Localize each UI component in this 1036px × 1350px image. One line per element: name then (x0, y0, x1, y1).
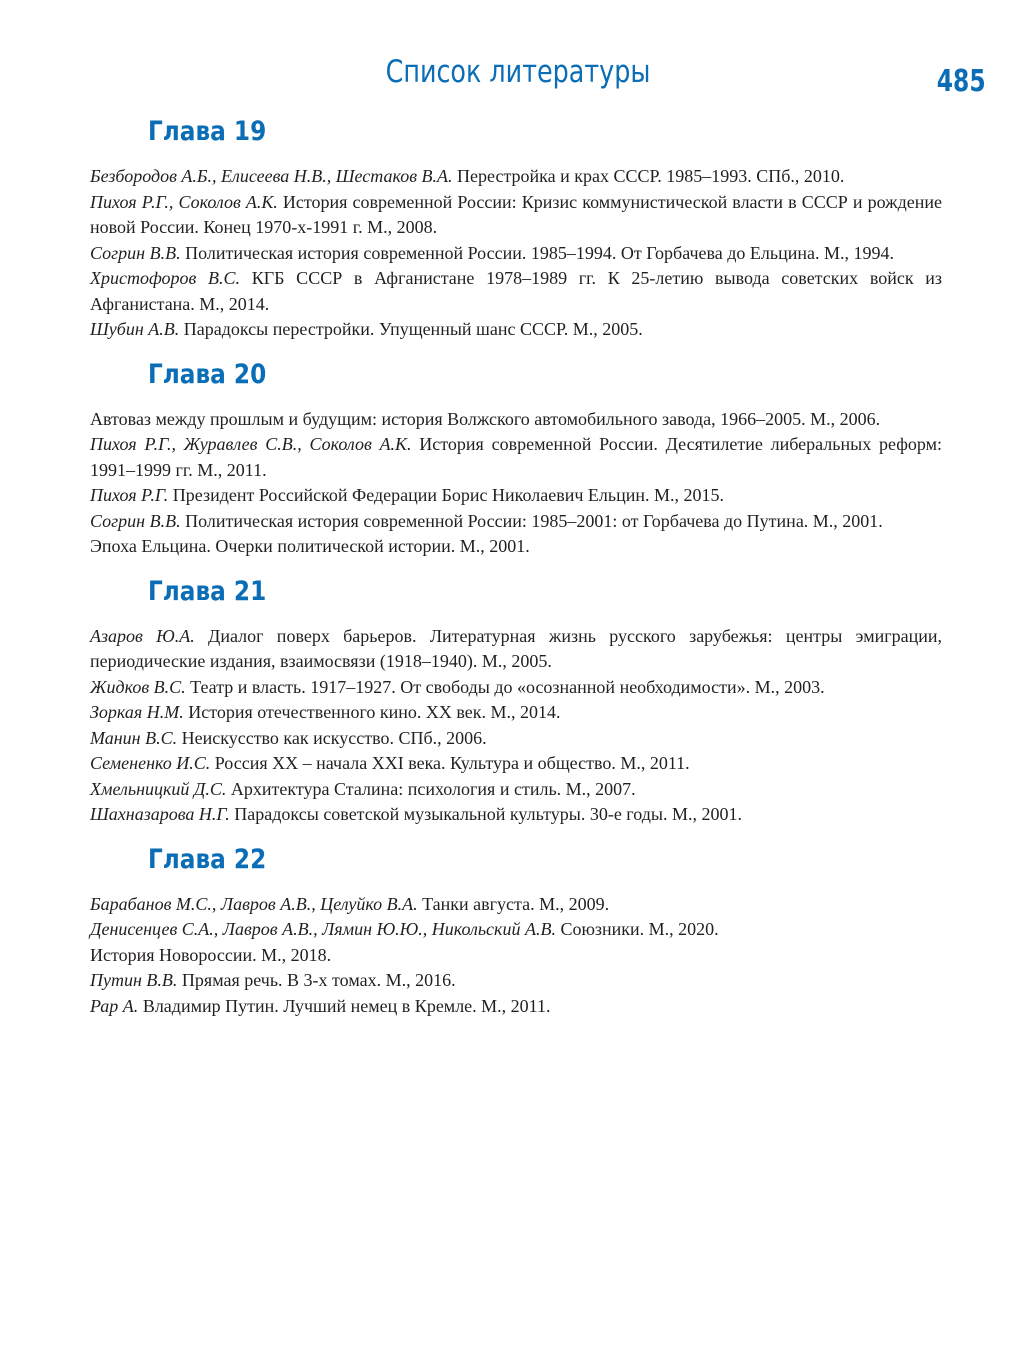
bibliography-entry (90, 483, 942, 509)
chapter-21 (90, 572, 942, 828)
bibliography-entry (90, 317, 942, 343)
entry-text: Танки августа. М., 2009. (417, 893, 610, 914)
entry-author: Пихоя Р.Г., Соколов А.К. (90, 191, 278, 212)
bibliography-entry (90, 407, 942, 433)
entry-text: Россия XX – начала XXI века. Культура и общество. М., 2011. (210, 753, 690, 773)
bibliography-entry (90, 700, 942, 726)
entry-author: Пихоя Р.Г. (90, 485, 169, 505)
bibliography-entry (90, 241, 942, 267)
entry-author: Азаров Ю.А. (90, 625, 195, 646)
bibliography-entry (90, 994, 942, 1020)
entry-author: Христофоров В.С. (90, 268, 241, 288)
entry-author: Денисенцев С.А., Лавров А.В., Лямин Ю.Ю., Никольский А.В. (90, 919, 556, 939)
bibliography-entry (90, 726, 942, 752)
bibliography-entry (90, 624, 942, 675)
entry-text: Парадоксы советской музыкальной культуры. 30-е годы. М., 2001. (229, 804, 742, 824)
entry-author: Манин В.С. (90, 727, 178, 748)
chapter-heading: Глава 20 (148, 358, 267, 390)
entry-author: Семененко И.С. (90, 753, 211, 773)
bibliography-entry (90, 777, 942, 803)
entry-text: История современной России. Десятилетие либеральных реформ: 1991–1999 гг. М., 2011. (90, 434, 942, 480)
bibliography-entry (90, 892, 942, 918)
bibliography-entry (90, 534, 942, 560)
running-title: Список литературы (385, 54, 651, 90)
bibliography-entry (90, 802, 942, 828)
entry-author: Безбородов А.Б., Елисеева Н.В., Шестаков В.А. (90, 166, 453, 186)
chapter-heading: Глава 21 (148, 575, 267, 607)
entry-text: Театр и власть. 1917–1927. От свободы до «осознанной необходимости». М., 2003. (185, 676, 825, 697)
entry-text: Владимир Путин. Лучший немец в Кремле. М., 2011. (138, 995, 551, 1016)
entry-text: Эпоха Ельцина. Очерки политической истории. М., 2001. (90, 536, 530, 556)
entry-author: Рар А. (90, 995, 139, 1016)
entry-author: Шахназарова Н.Г. (90, 804, 230, 824)
bibliography-entry (90, 968, 942, 994)
entry-author: Жидков В.С. (90, 676, 186, 697)
entry-author: Путин В.В. (90, 970, 178, 990)
entry-text: Автоваз между прошлым и будущим: история Волжского автомобильного завода, 1966–2005. М., 2006. (90, 408, 881, 429)
entry-text: Архитектура Сталина: психология и стиль. М., 2007. (226, 778, 636, 799)
chapter-20 (90, 355, 942, 560)
bibliography (90, 112, 942, 1019)
entry-text: Парадоксы перестройки. Упущенный шанс СССР. М., 2005. (179, 319, 643, 339)
entry-text: История современной России: Кризис коммунистической власти в СССР и рождение новой России. Конец 1970-х-1991 г. М., 2008. (90, 191, 942, 237)
entry-text: Прямая речь. В 3-х томах. М., 2016. (177, 970, 456, 990)
entry-text: Союзники. М., 2020. (555, 919, 719, 939)
entry-author: Зоркая Н.М. (90, 702, 184, 722)
entry-text: История Новороссии. М., 2018. (90, 944, 332, 965)
entry-author: Пихоя Р.Г., Журавлев С.В., Соколов А.К. (90, 434, 412, 454)
page-number: 485 (937, 64, 986, 99)
entry-author: Согрин В.В. (90, 510, 181, 531)
bibliography-entry (90, 266, 942, 317)
entry-author: Согрин В.В. (90, 242, 181, 263)
chapter-19 (90, 112, 942, 343)
entry-text: История отечественного кино. XX век. М., 2014. (183, 702, 561, 722)
entry-text: Политическая история современной России: 1985–2001: от Горбачева до Путина. М., 2001. (180, 510, 883, 531)
chapter-heading: Глава 22 (148, 843, 267, 875)
chapter-22 (90, 840, 942, 1020)
entry-text: Диалог поверх барьеров. Литературная жизнь русского зарубежья: центры эмиграции, периодические издания, взаимосвязи (1918–1940). М., 2005. (90, 625, 942, 671)
bibliography-entry (90, 190, 942, 241)
bibliography-entry (90, 432, 942, 483)
bibliography-entry (90, 943, 942, 969)
chapter-heading: Глава 19 (148, 116, 267, 147)
entry-text: КГБ СССР в Афганистане 1978–1989 гг. К 25-летию вывода советских войск из Афганистана. М., 2014. (90, 268, 943, 314)
entry-author: Барабанов М.С., Лавров А.В., Целуйко В.А. (90, 893, 418, 914)
entry-author: Хмельницкий Д.С. (90, 778, 227, 799)
entry-text: Президент Российской Федерации Борис Николаевич Ельцин. М., 2015. (168, 485, 724, 505)
entry-text: Перестройка и крах СССР. 1985–1993. СПб., 2010. (452, 166, 845, 186)
bibliography-entry (90, 164, 942, 190)
entry-author: Шубин А.В. (90, 319, 180, 339)
bibliography-entry (90, 751, 942, 777)
bibliography-entry (90, 509, 942, 535)
bibliography-entry (90, 675, 942, 701)
bibliography-entry (90, 917, 942, 943)
entry-text: Политическая история современной России. 1985–1994. От Горбачева до Ельцина. М., 1994. (180, 242, 894, 263)
entry-text: Неискусство как искусство. СПб., 2006. (177, 727, 487, 748)
